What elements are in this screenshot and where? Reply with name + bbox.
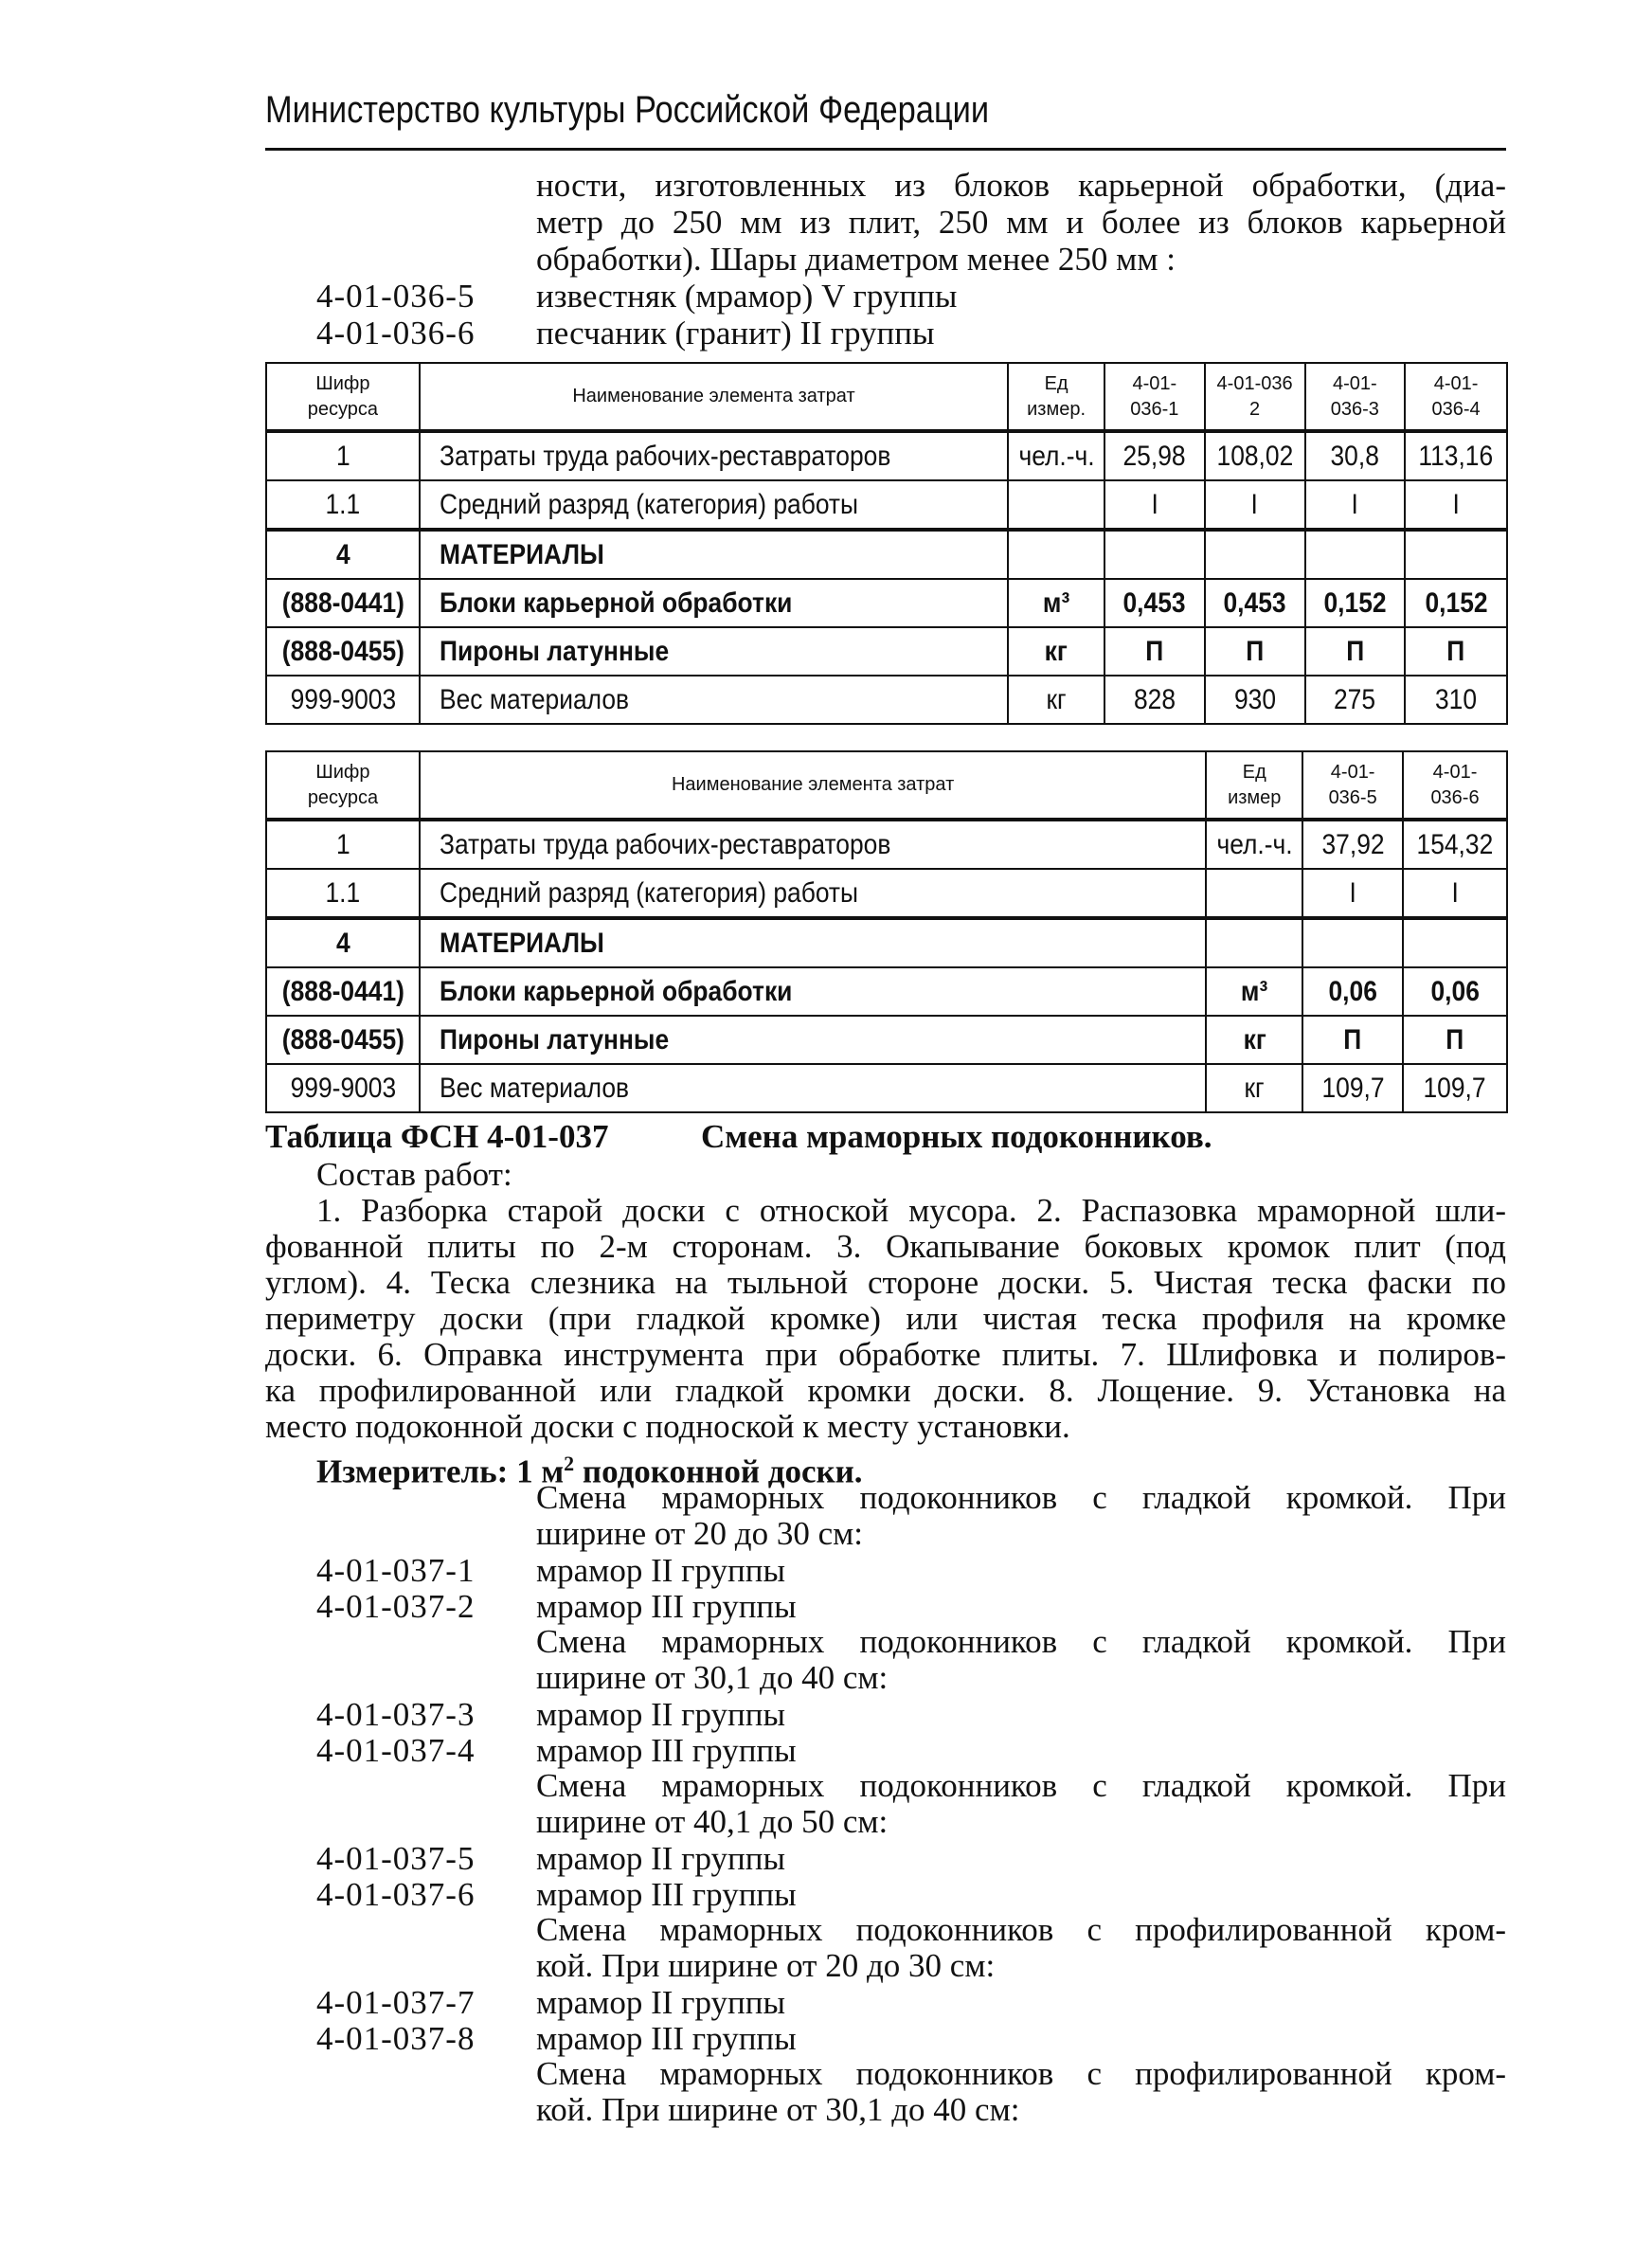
cell-value	[1305, 530, 1406, 579]
cell-unit-text: кг	[1046, 683, 1067, 715]
cell-unit	[1008, 431, 1104, 480]
cell-name	[420, 676, 1008, 724]
cell-value-text: 0,152	[1323, 586, 1387, 619]
cell-unit	[1206, 967, 1302, 1016]
cell-value-text: I	[1452, 488, 1460, 520]
cell-name	[420, 431, 1008, 480]
header-rule	[265, 148, 1506, 151]
norm-text: мрамор III группы	[536, 1876, 797, 1913]
header-unit: Ед измер	[1206, 751, 1302, 820]
cell-unit-text: кг	[1243, 1023, 1266, 1055]
cell-name-text: Вес материалов	[439, 1072, 629, 1104]
composition-label: Состав работ:	[316, 1156, 512, 1193]
cell-value	[1305, 676, 1406, 724]
cell-name	[420, 918, 1206, 967]
cell-value	[1302, 820, 1403, 869]
table-row	[266, 480, 1507, 530]
norm-code: 4-01-037-2	[316, 1588, 476, 1625]
group-heading-line: Смена мраморных подоконников с гладкой кромкой. При	[536, 1623, 1506, 1660]
table-row	[266, 1064, 1507, 1112]
cell-name-text: Средний разряд (категория) работы	[439, 488, 858, 520]
table-row	[266, 431, 1507, 480]
cell-unit-text: чел.-ч.	[1216, 828, 1293, 860]
cell-name	[420, 1016, 1206, 1064]
norm-text: песчаник (гранит) II группы	[536, 315, 935, 352]
cell-code	[266, 820, 420, 869]
composition-line: доски. 6. Оправка инструмента при обработке плиты. 7. Шлифовка и полиров-	[265, 1336, 1506, 1373]
cell-value-text: 109,7	[1423, 1072, 1487, 1104]
norm-text: мрамор II группы	[536, 1984, 786, 2021]
norm-text: мрамор II группы	[536, 1696, 786, 1733]
cell-code	[266, 869, 420, 918]
norm-code: 4-01-037-4	[316, 1732, 476, 1769]
group-heading-line: Смена мраморных подоконников с гладкой кромкой. При	[536, 1479, 1506, 1516]
cell-value	[1405, 676, 1507, 724]
cell-unit	[1206, 1064, 1302, 1112]
cell-code-text: 1	[335, 828, 350, 860]
group-heading	[536, 1804, 1506, 1840]
cell-value	[1104, 530, 1205, 579]
norm-text: мрамор III группы	[536, 2020, 797, 2057]
cell-unit-text: м³	[1042, 586, 1070, 619]
cell-value-text: 0,06	[1430, 975, 1480, 1007]
group-heading-line: Смена мраморных подоконников с профилированной кром-	[536, 2055, 1506, 2092]
cell-name-text: Пироны латунные	[439, 635, 669, 667]
cell-code	[266, 1016, 420, 1064]
norm-code: 4-01-036-5	[316, 278, 476, 315]
cell-value	[1405, 480, 1507, 530]
table-header-row	[266, 751, 1507, 820]
cell-code-text: 999-9003	[290, 1072, 396, 1104]
cell-name-text: Блоки карьерной обработки	[439, 975, 793, 1007]
table-row	[266, 1016, 1507, 1064]
cell-value	[1305, 579, 1406, 627]
cell-value-text: 25,98	[1122, 440, 1186, 472]
cell-code-text: 1.1	[325, 488, 361, 520]
norm-text: мрамор III группы	[536, 1588, 797, 1625]
header-col: 4-01- 036-5	[1302, 751, 1403, 820]
cell-name	[420, 1064, 1206, 1112]
group-heading-line: Смена мраморных подоконников с профилированной кром-	[536, 1911, 1506, 1948]
cell-value	[1205, 480, 1305, 530]
cell-name-text: Затраты труда рабочих-реставраторов	[439, 440, 891, 472]
group-heading	[536, 1516, 1506, 1552]
cell-value	[1302, 1016, 1403, 1064]
cell-name-text: МАТЕРИАЛЫ	[439, 927, 604, 959]
cell-value-text: I	[1351, 488, 1358, 520]
cell-value	[1405, 431, 1507, 480]
cell-unit-text: чел.-ч.	[1017, 440, 1095, 472]
cell-name-text: МАТЕРИАЛЫ	[439, 538, 604, 570]
header-col: 4-01- 036-6	[1403, 751, 1507, 820]
cell-value-text: П	[1343, 1023, 1362, 1055]
header-code: Шифр ресурса	[266, 363, 420, 431]
cell-value-text: I	[1250, 488, 1259, 520]
cell-value-text: П	[1145, 635, 1164, 667]
cell-unit	[1206, 918, 1302, 967]
norm-code: 4-01-037-3	[316, 1696, 476, 1733]
cell-unit	[1206, 820, 1302, 869]
header-code: Шифр ресурса	[266, 751, 420, 820]
cell-value-text: 310	[1435, 683, 1478, 715]
cell-code	[266, 530, 420, 579]
cell-value	[1104, 579, 1205, 627]
meter-suffix: подоконной доски.	[574, 1452, 863, 1490]
cell-value	[1205, 676, 1305, 724]
cell-unit-text: м³	[1241, 975, 1268, 1007]
header-name: Наименование элемента затрат	[420, 751, 1206, 820]
meter-superscript: 2	[564, 1452, 575, 1475]
cell-code-text: 1	[335, 440, 350, 472]
norm-text: мрамор II группы	[536, 1840, 786, 1877]
cell-value-text: 113,16	[1418, 440, 1494, 472]
resource-table-1	[265, 362, 1508, 725]
cell-name	[420, 627, 1008, 676]
cell-name	[420, 967, 1206, 1016]
header-col: 4-01-036 2	[1205, 363, 1305, 431]
cell-value	[1403, 918, 1507, 967]
table-row	[266, 967, 1507, 1016]
cell-code-text: 999-9003	[290, 683, 396, 715]
norm-code: 4-01-037-1	[316, 1552, 476, 1589]
group-heading	[536, 1480, 1506, 1516]
table-number: Таблица ФСН 4-01-037	[265, 1118, 609, 1155]
cell-code	[266, 627, 420, 676]
cell-code-text: (888-0455)	[281, 1023, 404, 1055]
norm-code: 4-01-036-6	[316, 315, 476, 352]
cell-value-text: I	[1451, 876, 1459, 909]
cell-code-text: (888-0441)	[281, 586, 404, 619]
cell-name	[420, 820, 1206, 869]
table-row	[266, 676, 1507, 724]
cell-value	[1302, 869, 1403, 918]
cell-unit	[1008, 579, 1104, 627]
composition-line: 1. Разборка старой доски с отноской мусора. 2. Распазовка мраморной шли-	[316, 1192, 1506, 1229]
cell-value-text: 275	[1334, 683, 1376, 715]
header-name: Наименование элемента затрат	[420, 363, 1008, 431]
table-row	[266, 820, 1507, 869]
cell-value	[1305, 627, 1406, 676]
composition-line: углом). 4. Теска слезника на тыльной стороне доски. 5. Чистая теска фаски по	[265, 1264, 1506, 1301]
cell-value-text: I	[1151, 488, 1158, 520]
cell-value	[1104, 431, 1205, 480]
group-heading-line: ширине от 40,1 до 50 см:	[536, 1803, 889, 1840]
header-col: 4-01- 036-3	[1305, 363, 1406, 431]
cell-code-text: 1.1	[325, 876, 361, 909]
table-row	[266, 918, 1507, 967]
composition-line: фованной плиты по 2-м сторонам. 3. Окапывание боковых кромок плит (под	[265, 1228, 1506, 1265]
cell-code	[266, 480, 420, 530]
table-row	[266, 530, 1507, 579]
cell-unit	[1008, 480, 1104, 530]
table-header-row	[266, 363, 1507, 431]
norm-code: 4-01-037-5	[316, 1840, 476, 1877]
composition-line: ка профилированной или гладкой кромки доски. 8. Лощение. 9. Установка на	[265, 1372, 1506, 1409]
cell-value	[1403, 820, 1507, 869]
cell-value	[1104, 676, 1205, 724]
cell-value-text: П	[1345, 635, 1364, 667]
page-header: Министерство культуры Российской Федерации	[265, 89, 990, 131]
cell-name-text: Затраты труда рабочих-реставраторов	[439, 828, 891, 860]
group-heading	[536, 1948, 1506, 1984]
cell-value-text: 930	[1233, 683, 1276, 715]
group-heading	[536, 1768, 1506, 1804]
cell-value-text: 828	[1133, 683, 1176, 715]
cell-value	[1405, 530, 1507, 579]
group-heading-line: ширине от 20 до 30 см:	[536, 1515, 863, 1552]
intro-paragraph	[536, 167, 1506, 278]
cell-code	[266, 1064, 420, 1112]
cell-code-text: (888-0455)	[281, 635, 404, 667]
cell-unit	[1008, 676, 1104, 724]
cell-value	[1104, 480, 1205, 530]
norm-code: 4-01-037-6	[316, 1876, 476, 1913]
cell-name-text: Блоки карьерной обработки	[439, 586, 793, 619]
cell-unit-text: кг	[1044, 635, 1068, 667]
cell-value-text: 109,7	[1321, 1072, 1385, 1104]
cell-code	[266, 431, 420, 480]
cell-value	[1405, 579, 1507, 627]
group-heading-line: кой. При ширине от 30,1 до 40 см:	[536, 2091, 1020, 2128]
header-col: 4-01- 036-1	[1104, 363, 1205, 431]
group-heading-line: Смена мраморных подоконников с гладкой кромкой. При	[536, 1767, 1506, 1804]
cell-name-text: Средний разряд (категория) работы	[439, 876, 858, 909]
cell-value-text: 0,453	[1223, 586, 1286, 619]
group-heading-line: кой. При ширине от 20 до 30 см:	[536, 1947, 996, 1984]
cell-name	[420, 579, 1008, 627]
cell-name	[420, 530, 1008, 579]
cell-value-text: I	[1349, 876, 1356, 909]
cell-code-text: 4	[335, 927, 350, 959]
cell-value-text: П	[1246, 635, 1265, 667]
cell-value-text: 30,8	[1330, 440, 1380, 472]
cell-value-text: 0,06	[1328, 975, 1377, 1007]
cell-name-text: Пироны латунные	[439, 1023, 670, 1055]
composition-paragraph	[265, 1193, 1506, 1445]
norm-text: мрамор II группы	[536, 1552, 786, 1589]
cell-value-text: 0,453	[1122, 586, 1186, 619]
cell-code-text: (888-0441)	[281, 975, 404, 1007]
cell-unit	[1008, 530, 1104, 579]
meter-prefix: Измеритель: 1 м	[316, 1452, 565, 1490]
cell-name	[420, 480, 1008, 530]
cell-value	[1205, 431, 1305, 480]
cell-unit	[1206, 1016, 1302, 1064]
cell-value-text: 37,92	[1321, 828, 1385, 860]
intro-line: обработки). Шары диаметром менее 250 мм :	[536, 241, 1176, 278]
cell-code	[266, 579, 420, 627]
cell-code-text: 4	[335, 538, 350, 570]
cell-name	[420, 869, 1206, 918]
cell-value	[1305, 480, 1406, 530]
header-unit: Ед измер.	[1008, 363, 1104, 431]
cell-unit	[1206, 869, 1302, 918]
cell-unit	[1008, 627, 1104, 676]
cell-name-text: Вес материалов	[439, 683, 629, 715]
cell-value	[1302, 1064, 1403, 1112]
norm-text: известняк (мрамор) V группы	[536, 278, 958, 315]
composition-line: место подоконной доски с подноской к месту установки.	[265, 1408, 1070, 1445]
cell-value	[1305, 431, 1406, 480]
cell-value	[1403, 869, 1507, 918]
cell-value-text: П	[1446, 1023, 1464, 1055]
cell-code	[266, 967, 420, 1016]
cell-value	[1403, 967, 1507, 1016]
group-heading	[536, 1912, 1506, 1948]
table-title: Смена мраморных подоконников.	[701, 1118, 1212, 1155]
cell-value	[1205, 579, 1305, 627]
composition-line: периметру доски (при гладкой кромке) или чистая теска профиля на кромке	[265, 1300, 1506, 1337]
cell-unit-text: кг	[1244, 1072, 1265, 1104]
cell-value	[1205, 627, 1305, 676]
cell-value	[1104, 627, 1205, 676]
cell-value-text: 154,32	[1416, 828, 1494, 860]
cell-value-text: 108,02	[1216, 440, 1293, 472]
intro-line: метр до 250 мм из плит, 250 мм и более из блоков карьерной	[536, 204, 1506, 241]
cell-value	[1302, 967, 1403, 1016]
cell-value	[1403, 1016, 1507, 1064]
cell-code	[266, 676, 420, 724]
group-heading	[536, 1624, 1506, 1660]
cell-code	[266, 918, 420, 967]
cell-value	[1205, 530, 1305, 579]
table-row	[266, 869, 1507, 918]
group-heading	[536, 2092, 1506, 2128]
cell-value-text: 0,152	[1425, 586, 1488, 619]
norm-text: мрамор III группы	[536, 1732, 797, 1769]
cell-value	[1403, 1064, 1507, 1112]
group-heading	[536, 1660, 1506, 1696]
cell-value	[1405, 627, 1507, 676]
norm-code: 4-01-037-7	[316, 1984, 476, 2021]
group-heading	[536, 2056, 1506, 2092]
resource-table-2	[265, 750, 1508, 1113]
intro-line: ности, изготовленных из блоков карьерной обработки, (диа-	[536, 167, 1506, 204]
table-row	[266, 627, 1507, 676]
table-row	[266, 579, 1507, 627]
group-heading-line: ширине от 30,1 до 40 см:	[536, 1659, 889, 1696]
norm-code: 4-01-037-8	[316, 2020, 476, 2057]
cell-value	[1302, 918, 1403, 967]
header-col: 4-01- 036-4	[1405, 363, 1507, 431]
cell-value-text: П	[1446, 635, 1465, 667]
